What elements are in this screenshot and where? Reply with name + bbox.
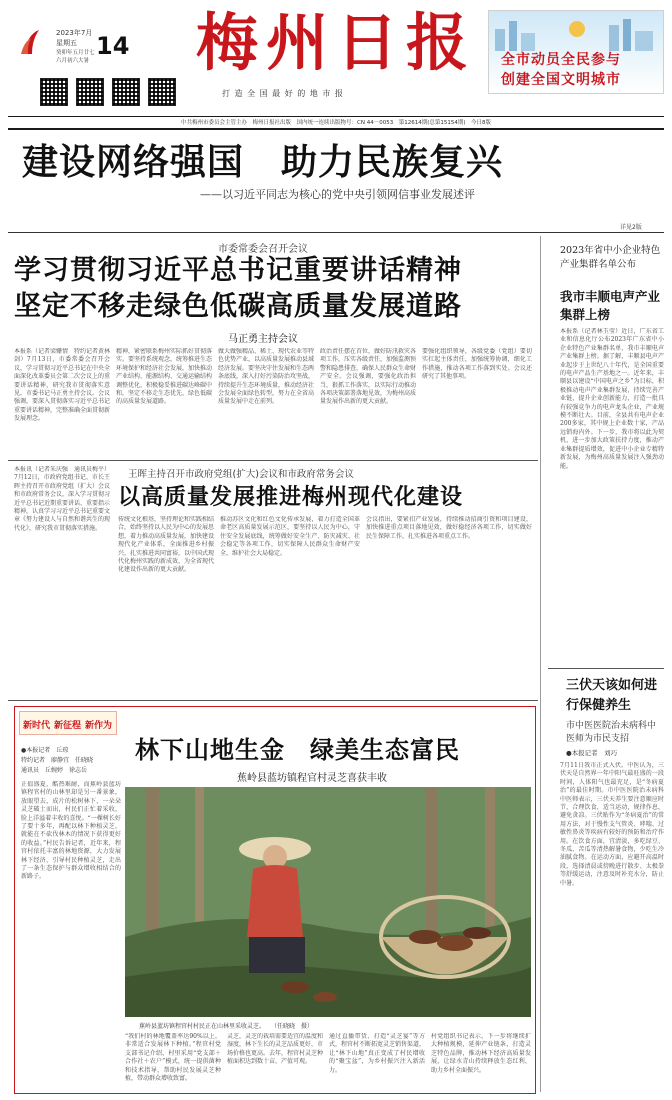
lead-subheadline: ——以习近平同志为核心的党中央引领网信事业发展述评 (200, 188, 475, 201)
article2-rule (8, 700, 538, 701)
article1-byline: 马正勇主持会议 (228, 334, 298, 345)
feature-box (14, 706, 536, 1094)
lead-jump-label: 详见2版 (620, 224, 642, 231)
article1-body-col-1: 本报系（记者梁姗情 特约记者黄林剑）7月13日，市委常委会召开会议，学习贯彻习近平总书记在中央全面深化改革委员会第二次会议上的重要讲话精神，研究我市贯彻落实意见。市委书记马正勇主持会议。会议强调，要深入贯彻落实习近平总书记重要讲话精神，完整准确全面贯彻新发展理念。 (14, 348, 110, 423)
sidebar1-rule (548, 668, 664, 669)
masthead-info-bar: 中共梅州市委员会主管主办 梅州日报社出版 国内统一连续出版物号：CN 44－0053 第12614期(总第15154期) 今日8版 (181, 120, 491, 126)
article2-body-intro: 本报讯（记者朱庆强 通讯员梅平）7月12日，市政府党组书记、市长王晖主持召开市政府党组（扩大）会议和市政府常务会议，深入学习贯彻习近平总书记近期重要讲话、重要指示精神，认真学习习近平总书记重要文章《努力建设人与自然和谐共生的现代化》，研究我市贯彻落实措施。 (14, 466, 110, 532)
feature-photo (125, 787, 531, 1017)
sidebar2-body: 7月11日我市正式入伏。中医认为，三伏天是自然界一年中阳气最旺盛的一段时间，人体阳气也最充足，是“冬病夏治”的最佳时期。市中医医院治未病科中医师表示，三伏天养生要注意顺应时节，合理饮食，适当运动，规律作息，避免贪凉。三伏贴作为“冬病夏治”的常用方法，对于慢性支气管炎、哮喘、过敏性鼻炎等疾病有较好的预防和治疗作用。在饮食方面，宜清淡，多吃绿豆、冬瓜、苦瓜等清热解暑食物，少吃生冷油腻食物。在运动方面，应避开高温时段，选择清晨或傍晚进行散步、太极拳等舒缓运动，注意及时补充水分，防止中暑。 (560, 762, 664, 887)
feature-body-col-1: 正值盛夏，酷热难耐，而蕉岭县蓝坊镇程官村的山林里却是另一番景象，放眼望去，成片的松树林下，一朵朵灵芝破土而出，村民们正忙着采收，脸上洋溢着丰收的喜悦。“一棵树长好了要十多年，再配以林下种植灵芝，就能在不砍伐林木的情况下获得更好的收益。”村民告诉记者，近年来，程官村依托丰富的林地资源，大力发展林下经济，引导村民种植灵芝，走出了一条生态保护与群众增收相结合的新路子。 (21, 781, 121, 881)
sidebar1-headline-small: 2023年省中小企业特色产业集群名单公布 (560, 245, 661, 270)
masthead-rule (8, 116, 664, 117)
feature-byline-1: ●本报记者 丘琼 (21, 747, 69, 754)
feature-body-col-5: 村党组织书记表示，下一步将继续扩大种植规模，延伸产业链条，打造灵芝特色品牌，推动林下经济高质量发展，让绿水青山持续释放生态红利，助力乡村全面振兴。 (431, 1033, 531, 1074)
sidebar1-headline: 我市丰顺电声产业集群上榜 (560, 289, 661, 322)
city-skyline-icon (489, 15, 664, 51)
article2-body-col-3: 推动苏区文化和红色文化传承发展，着力打造全国革命老区高质量发展示范区，要坚持以人民为中心，守住安全发展底线，统筹做好安全生产、防灾减灾、社会稳定等各项工作，切实保障人民群众生命财产安全，维护社会大局稳定。 (220, 516, 360, 557)
qr-code-3 (112, 78, 140, 106)
qr-code-1 (40, 78, 68, 106)
mushroom-harvest-photo-illustration (125, 787, 531, 1017)
feature-subhead: 蕉岭县蓝坊镇程官村灵芝喜获丰收 (237, 773, 387, 784)
article2-kicker: 王晖主持召开市政府党组(扩大)会议和市政府常务会议 (128, 469, 354, 480)
banner-text-1: 新时代 (23, 721, 51, 731)
article2-body-col-4: 会议指出，要紧扣产业发展，持续推动招商引资和项目建设，加快推进重点项目落地见效，做好稳经济各项工作，切实做好民生保障工作，扎实推进各项重点工作。 (366, 516, 532, 540)
article1-kicker: 市委常委会召开会议 (218, 244, 308, 255)
banner-text-3: 新作为 (85, 721, 113, 731)
issue-date-year-month: 2023年7月 (56, 29, 93, 37)
article1-headline-1: 学习贯彻习近平总书记重要讲话精神 (14, 255, 462, 286)
banner-text-2: 新征程 (54, 721, 82, 731)
qr-code-4 (148, 78, 176, 106)
article1-body-col-4: 政治责任摆在首位，做好防汛救灾各项工作，压实各级责任，加强监测预警和隐患排查，确保人民群众生命财产安全。会议强调，要强化政治担当，狠抓工作落实，以实际行动推动各项决策部署落地见效，为梅州高质量发展作出新的更大贡献。 (320, 348, 416, 406)
issue-day-number: 14 (96, 32, 130, 60)
issue-lunar-date-1: 癸卯年五月廿七 (56, 50, 95, 56)
feature-body-col-2: “我们村的林地覆盖率达90%以上，非常适合发展林下种植。”程官村党支部书记介绍，村里采用“党支部＋合作社＋农户”模式，统一提供菌种和技术指导，帮助村民发展灵芝种植，带动群众增收致富。 (125, 1033, 221, 1083)
feature-body-col-4: 通过直播带货、打造“灵芝宴”等方式，程官村不断拓宽灵芝销售渠道，让“林下山地”真正变成了村民增收的“聚宝盆”，为乡村振兴注入新活力。 (329, 1033, 425, 1074)
sidebar-divider (540, 236, 541, 1092)
sidebar2-subhead: 市中医医院治未病科中医师为市民支招 (566, 721, 657, 744)
newspaper-title: 梅州日报 (196, 6, 477, 79)
feature-banner (19, 711, 117, 735)
article1-headline-2: 坚定不移走绿色低碳高质量发展道路 (14, 291, 462, 322)
feature-byline-2: 特约记者 廖静宜 任晓晓 (21, 757, 94, 764)
newspaper-logo-mark (20, 28, 42, 56)
masthead (8, 6, 664, 114)
sidebar2-byline: ●本报记者 刘巧 (566, 749, 618, 757)
civilization-city-ad (488, 10, 664, 94)
feature-byline-3: 通讯员 丘婉婷 徐志岳 (21, 767, 88, 774)
article1-body-col-3: 做大做强精品、稀土、现代农业等特色优势产业，以高质量发展推动县域经济发展。要坚决守住发展和生态两条底线，深入打好污染防治攻坚战，持续提升生态环境质量，推动经济社会发展全面绿色转型，努力在全省高质量发展中走在前列。 (218, 348, 314, 406)
feature-body-col-3: 灵芝，灵芝的栽培需要适宜的温度和湿度，林下生长的灵芝品质更好，市场价格也更高。去年，程官村灵芝种植面积达到数十亩，产值可观。 (227, 1033, 323, 1066)
feature-photo-caption: 蕉岭县蓝坊镇程官村村民正在山林里采收灵芝。 （任晓晓 摄） (139, 1023, 314, 1030)
lead-headline: 建设网络强国 助力民族复兴 (22, 141, 504, 183)
article2-body-col-2: 传统文化根基，坚持理论和实践相结合，始终坚持以人民为中心的发展思想，着力推动高质量发展，加快建设现代化产业体系，全面推进乡村振兴，扎实推进共同富裕，以中国式现代化梅州实践的新成效，为全省现代化建设作出新的更大贡献。 (118, 516, 214, 574)
sidebar1-body: 本报系（记者林玉莹）近日，广东省工业和信息化厅公布2023年广东省中小企业特色产业集群名单，我市丰顺电声产业集群上榜。据了解，丰顺县电声产业起步于上世纪八十年代，是全国重要的电声产品生产基地之一。近年来，丰顺县以建设“中国电声之乡”为目标，积极推动电声产业集群发展，持续完善产业链，提升企业创新能力，打造一批具有较强竞争力的电声龙头企业，产业规模不断壮大。目前，全县共有电声企业200多家，其中规上企业数十家，产品远销海内外。下一步，我市将以此为契机，进一步加大政策扶持力度，推动产业集群提质增效，促进中小企业专精特新发展，为梅州高质量发展注入强劲动能。 (560, 328, 664, 470)
issue-weekday: 星期五 (56, 39, 77, 47)
article1-rule (8, 460, 538, 461)
feature-headline: 林下山地生金 绿美生态富民 (135, 735, 460, 764)
issue-lunar-date-2: 六月初六大暑 (56, 58, 90, 64)
ad-line-1: 全市动员全民参与 (501, 52, 621, 68)
sidebar2-headline: 三伏天该如何进行保健养生 (566, 678, 658, 713)
newspaper-slogan: 打 造 全 国 最 好 的 地 市 报 (222, 89, 344, 98)
lead-rule (8, 232, 664, 233)
article1-body-col-2: 精神，紧密联系梅州实际抓好贯彻落实。要坚持系统观念，统筹推进生态环境保护和经济社会发展，加快推动产业结构、能源结构、交通运输结构调整优化，积极稳妥推进碳达峰碳中和，坚定不移走生态优先、绿色低碳的高质量发展道路。 (116, 348, 212, 406)
info-bar-rule (8, 128, 664, 130)
article1-body-col-5: 要强化组织领导，各级党委（党组）要切实扛起主体责任，加强统筹协调，细化工作措施，推动各项工作落到实处。会议还研究了其他事项。 (422, 348, 532, 381)
ad-line-2: 创建全国文明城市 (501, 72, 621, 88)
article2-headline: 以高质量发展推进梅州现代化建设 (118, 484, 464, 510)
qr-code-2 (76, 78, 104, 106)
